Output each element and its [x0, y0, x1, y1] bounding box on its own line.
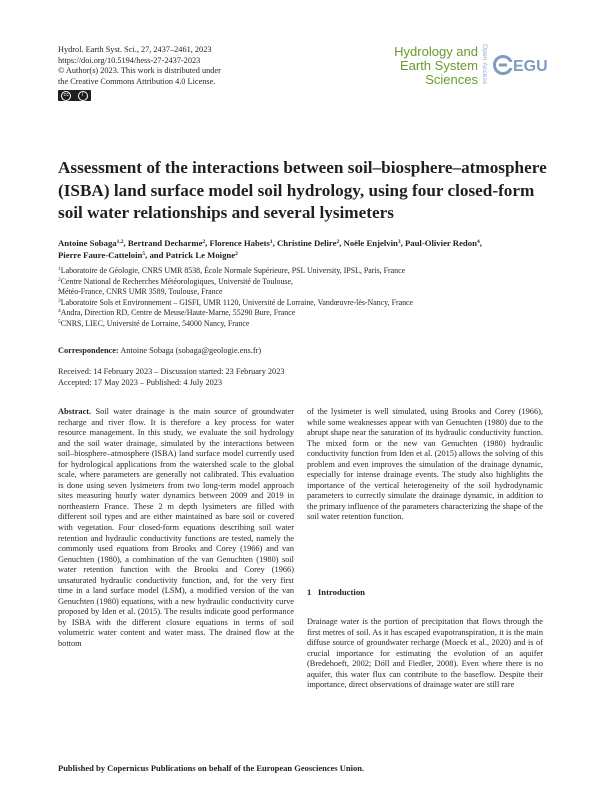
author-affil: 2	[336, 239, 340, 245]
affiliation	[58, 277, 413, 288]
affiliation	[58, 319, 413, 330]
author-affil: 1,2	[116, 239, 124, 245]
correspondence	[58, 346, 261, 357]
author-name[interactable]: Pierre Faure-Catteloin	[58, 249, 143, 260]
author-list	[58, 238, 548, 261]
affiliation-text: Centre National de Recherches Météorologiques, Université de Toulouse,	[60, 276, 293, 286]
affiliation-text: Andra, Direction RD, Centre de Meuse/Haute-Marne, 55290 Bure, France	[60, 308, 296, 318]
author-affil: 3	[397, 239, 401, 245]
accepted-dates: Accepted: 17 May 2023 – Published: 4 July 2023	[58, 378, 223, 387]
section-number: 1	[307, 587, 312, 597]
article-title	[58, 157, 558, 225]
affiliation-text: CNRS, LIEC, Université de Lorraine, 54000 Nancy, France	[60, 318, 250, 328]
author-name[interactable]: Florence Habets	[209, 238, 270, 248]
cc-by-license-icon[interactable]	[58, 90, 91, 101]
author-sep: ,	[339, 238, 344, 248]
affiliation-number: 2	[58, 276, 61, 283]
author-name[interactable]: Patrick Le Moigne	[165, 249, 236, 260]
introduction-text: Drainage water is the portion of precipitation that flows through the first metres of soil. As it has escaped evapotranspiration, it is the main diffuse source of groundwater recharge (Moeck et al., 2020) and is of crucial importance for estimating the evolution of an aquifer (Bredehoeft, 2002; Döll and Fiedler, 2008). Even where there is no aquifer, this water flux can contribute to the baseflow. Despite their importance, direct observations of drainage water are still rare	[307, 617, 543, 690]
publisher-footer: Published by Copernicus Publications on behalf of the European Geosciences Union.	[58, 763, 365, 773]
doi-link[interactable]: https://doi.org/10.5194/hess-27-2437-2023	[58, 55, 201, 65]
affiliation	[58, 287, 413, 298]
author-affil: 2	[235, 250, 238, 257]
correspondence-label: Correspondence:	[58, 346, 119, 355]
author-affil: 2	[202, 239, 206, 245]
cc-icon: cc	[61, 91, 71, 101]
affiliation-number: 4	[58, 308, 61, 315]
author-sep: ,	[400, 238, 405, 248]
author-sep: ,	[205, 238, 210, 248]
affiliation-text: Laboratoire de Géologie, CNRS UMR 8538, École Normale Supérieure, PSL University, IPSL, Paris, France	[60, 266, 406, 275]
author-sep: ,	[123, 238, 128, 248]
journal-name-line-1: Hydrology and	[394, 44, 478, 59]
abstract-label: Abstract.	[58, 407, 92, 416]
section-title: Introduction	[317, 587, 366, 597]
abstract-right-column: of the lysimeter is well simulated, using Brooks and Corey (1966), while some weaknesses appear with van Genuchten (1980) due to the abrupt shape near the saturation of its hydraulic conductivity function. The mixed form or the new van Genuchten (1980) hydraulic conductivity function from Iden et al. (2015) allows the solving of this problem and even improves the simulation of the drainage dynamic, especially for intense drainage events. The study also highlights the importance of the vertical heterogeneity of the soil hydrodynamic parameters to correctly simulate the drainage dynamic, in addition to the primary influence of the parameters characterizing the shape of the soil water retention function.	[307, 407, 543, 522]
abstract-text: Soil water drainage is the main source of groundwater recharge and river flow. It is therefore a key process for water resource management. In this study, we evaluate the soil hydrology and the soil water drainage, simulated by the interactions between soil–biosphere–atmosphere (ISBA) land surface model currently used for hydrological applications from the watershed scale to the global scale, where parameters are generally not calibrated. This evaluation is done using seven lysimeters from two long-term model approach sites measuring hourly water dynamics between 2009 and 2019 in northeastern France. These 2 m depth lysimeters are filled with different soil types and are either maintained as bare soil or covered with vegetation. Four closed-form equations describing soil water retention and hydraulic conductivity functions are tested, namely the commonly used equations from Brooks and Corey (1966) and van Genuchten (1980), a combination of the van Genuchten (1980) soil water retention function with the Brooks and Corey (1966) unsaturated hydraulic conductivity function, and, for the very first time in a land surface model (LSM), a modified version of the van Genuchten (1980) equations, with a new hydraulic conductivity curve proposed by Iden et al. (2015). The results indicate good performance by ISBA with the different closure equations in terms of soil volumetric water content and water mass. The drained flow at the bottom	[58, 407, 294, 649]
journal-name-line-3: Sciences	[425, 72, 478, 87]
author-affil: 1	[269, 239, 273, 245]
author-sep: ,	[479, 238, 482, 248]
author-sep: , and	[145, 249, 166, 260]
affiliation-text: Météo-France, CNRS UMR 3589, Toulouse, France	[58, 287, 223, 297]
affiliation-number: 3	[58, 297, 61, 304]
copyright-line: © Author(s) 2023. This work is distributed under	[58, 66, 221, 75]
title-line: (ISBA) land surface model soil hydrology, using four closed-form	[58, 180, 535, 200]
section-heading-introduction	[307, 587, 365, 597]
author-sep: ,	[272, 238, 278, 248]
author-affil: 5	[142, 250, 146, 257]
author-name[interactable]: Bertrand Decharme	[127, 238, 203, 248]
affiliation	[58, 308, 413, 319]
affiliation	[58, 266, 413, 277]
correspondence-email[interactable]: Antoine Sobaga (sobaga@geologie.ens.fr)	[120, 346, 262, 355]
author-name[interactable]: Paul-Olivier Redon	[404, 238, 477, 248]
author-name[interactable]: Christine Delire	[277, 238, 337, 248]
affiliation-number: 1	[58, 266, 61, 272]
abstract-left-column	[58, 407, 294, 743]
author-affil: 4	[476, 239, 480, 245]
egu-logo-text: EGU	[513, 58, 548, 75]
author-name[interactable]: Noële Enjelvin	[343, 238, 398, 248]
title-line: Assessment of the interactions between soil–biosphere–atmosphere	[58, 158, 547, 177]
affiliation	[58, 298, 413, 309]
egu-logo-icon	[494, 50, 548, 80]
citation: Hydrol. Earth Syst. Sci., 27, 2437–2461, 2023	[58, 45, 212, 54]
affiliation-text: Laboratoire Sols et Environnement – GISFI, UMR 1120, Université de Lorraine, Vandœuvre-lès-Nancy, France	[60, 297, 414, 307]
received-dates: Received: 14 February 2023 – Discussion started: 23 February 2023	[58, 367, 285, 376]
author-name[interactable]: Antoine Sobaga	[58, 238, 117, 248]
affiliations	[58, 266, 413, 330]
title-line: soil water relationships and several lysimeters	[58, 203, 394, 222]
journal-name-line-2: Earth System	[399, 58, 478, 73]
egu-logo	[494, 50, 548, 80]
license-line: the Creative Commons Attribution 4.0 License.	[58, 76, 216, 86]
open-access-label: Open Access	[481, 44, 488, 85]
by-person-icon: i	[78, 91, 88, 101]
affiliation-number: 5	[58, 318, 61, 325]
